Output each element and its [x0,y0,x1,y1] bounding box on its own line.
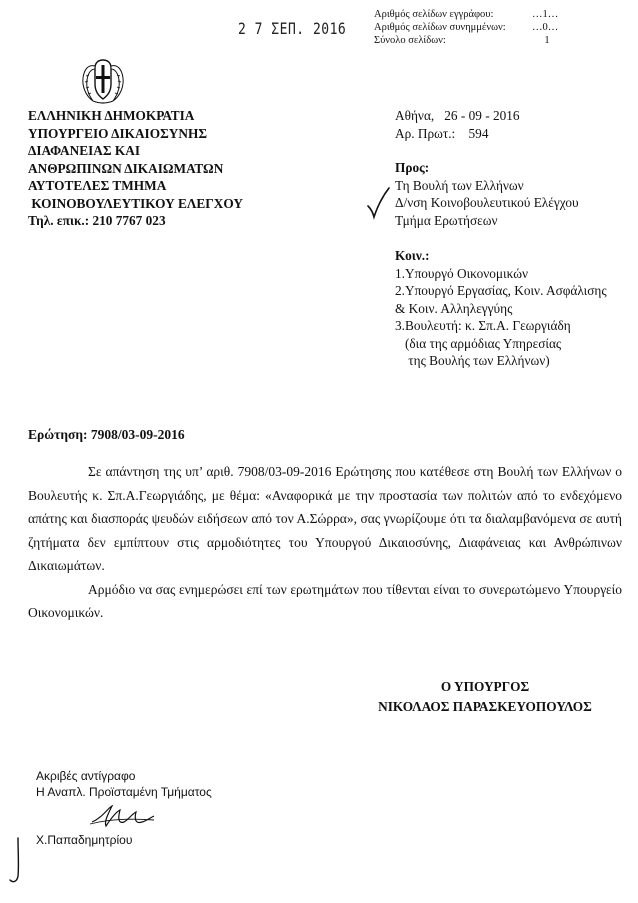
sender-block [28,107,243,230]
page-count-box [374,8,592,47]
true-copy-label: Ακριβές αντίγραφο [36,769,136,783]
body-paragraph: Σε απάντηση της υπ’ αριθ. 7908/03-09-2016 Ερώτησης που κατέθεσε στη Βουλή των Ελλήνων ο Βουλευτής κ. Σπ.Α.Γεωργιάδης, με θέμα: «Αναφορικά με την προστασία των πολιτών από το ενδεχόμενο απάτης και διασποράς ψευδών ειδήσεων από τον Α.Σώρρα», σας γνωρίζουμε ότι τα διαλαμβανόμενα σε αυτή ζητήματα δεν εμπίπτουν στις αρμοδιότητες του Υπουργού Δικαιοσύνης, Διαφάνειας και Ανθρώπινων Δικαιωμάτων. [28,464,622,573]
letter-body [28,460,622,625]
body-paragraph: Αρμόδιο να σας ενημερώσει επί των ερωτημάτων που τίθενται είναι το συνερωτώμενο Υπουργείο Οικονομικών. [28,581,622,620]
recipient-line: Τη Βουλή των Ελλήνων [395,177,524,193]
cc-line: (δια της αρμόδιας Υπηρεσίας [395,335,562,351]
cc-line: 1.Υπουργό Οικονομικών [395,265,528,281]
date-line: Αθήνα, 26 - 09 - 2016 [395,108,520,123]
coat-of-arms-emblem [76,54,130,106]
cc-line: & Κοιν. Αλληλεγγύης [395,300,513,316]
question-reference: Ερώτηση: 7908/03-09-2016 [28,427,185,442]
date-protocol-block [395,107,520,142]
margin-mark [6,836,26,886]
true-copy-block [36,768,212,800]
signature-block [360,677,610,717]
cc-line: της Βουλής των Ελλήνων) [395,353,550,368]
handwritten-check-icon [366,186,392,220]
sender-phone: Τηλ. επικ.: 210 7767 023 [28,213,166,228]
meta-row: Αριθμός σελίδων συνημμένων: …0… [374,22,559,33]
true-copy-role: Η Αναπλ. Προϊσταμένη Τμήματος [36,785,212,799]
handwritten-signature [88,800,158,836]
sender-line: ΚΟΙΝΟΒΟΥΛΕΥΤΙΚΟΥ ΕΛΕΓΧΟΥ [28,195,243,211]
sender-line: ΥΠΟΥΡΓΕΙΟ ΔΙΚΑΙΟΣΥΝΗΣ [28,125,208,141]
sender-line: ΑΝΘΡΩΠΙΝΩΝ ΔΙΚΑΙΩΜΑΤΩΝ [28,160,224,176]
received-date-stamp: 2 7 ΣΕΠ. 2016 [238,20,347,39]
meta-row: Σύνολο σελίδων: 1 [374,35,550,46]
protocol-line: Αρ. Πρωτ.: 594 [395,125,489,141]
meta-row: Αριθμός σελίδων εγγράφου: …1… [374,9,559,20]
cc-block [395,247,607,370]
true-copy-signer: Χ.Παπαδημητρίου [36,833,133,847]
signature-title: Ο ΥΠΟΥΡΓΟΣ [440,679,530,694]
cc-line: 2.Υπουργό Εργασίας, Κοιν. Ασφάλισης [395,283,607,298]
sender-line: ΕΛΛΗΝΙΚΗ ΔΗΜΟΚΡΑΤΙΑ [28,108,195,123]
cc-line: 3.Βουλευτή: κ. Σπ.Α. Γεωργιάδη [395,318,571,333]
recipient-line: Τμήμα Ερωτήσεων [395,212,498,228]
sender-line: ΔΙΑΦΑΝΕΙΑΣ ΚΑΙ [28,143,140,158]
recipient-line: Δ/νση Κοινοβουλευτικού Ελέγχου [395,195,579,210]
sender-line: ΑΥΤΟΤΕΛΕΣ ΤΜΗΜΑ [28,178,167,193]
cc-heading: Κοιν.: [395,248,430,263]
recipient-block [395,159,579,229]
recipient-heading: Προς: [395,160,430,175]
signature-name: ΝΙΚΟΛΑΟΣ ΠΑΡΑΣΚΕΥΟΠΟΥΛΟΣ [378,699,592,714]
